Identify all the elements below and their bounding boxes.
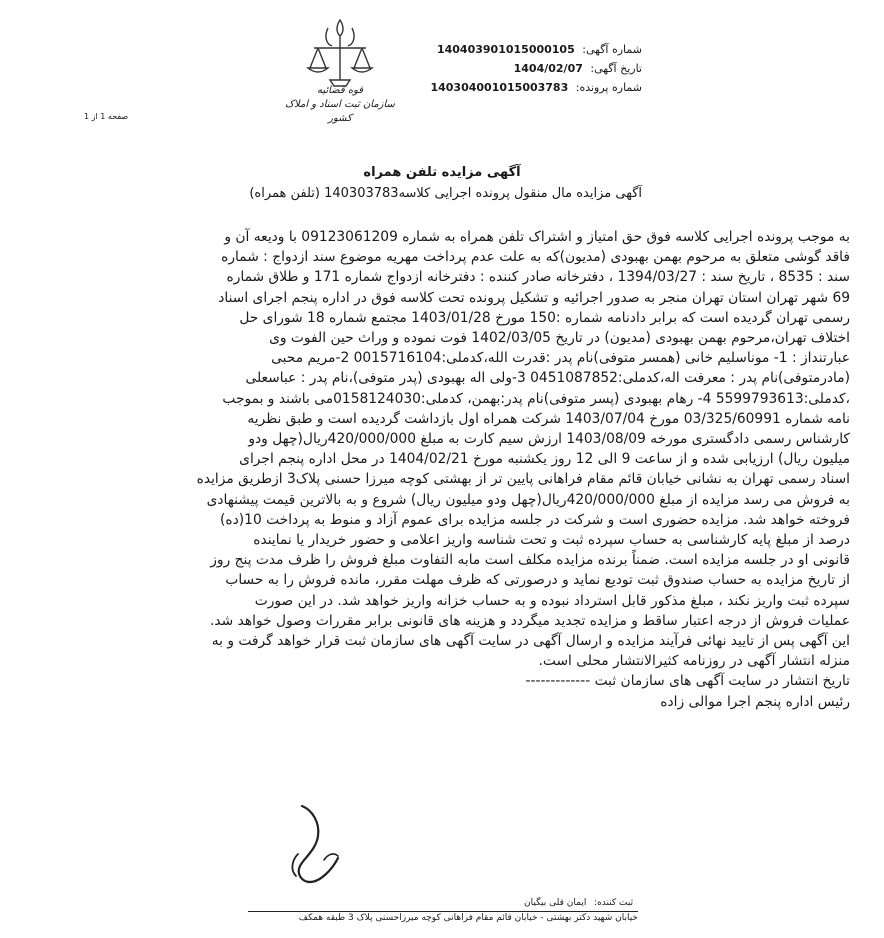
registrar-label: ثبت کننده:: [594, 898, 634, 908]
notice-body: [8, 227, 850, 712]
body-line: عبارتنداز : 1- موناسلیم خانی (همسر متوفی)نام پدر :قدرت الله،کدملی:0015716104 2-مریم محبی: [271, 350, 850, 367]
org-title: سازمان ثبت اسناد و املاک کشور: [285, 99, 395, 124]
notice-date-row: [430, 59, 642, 78]
notice-date-label: تاریخ آگهی:: [590, 62, 642, 75]
notice-date-value: 1404/02/07: [513, 62, 583, 75]
body-line: میلیون ریال) ارزیابی شده و از ساعت 9 الی 12 روز یکشنبه مورخ 1404/02/21 در محل اداره پنجم اجرای: [239, 451, 850, 468]
body-line: منزله انتشار آگهی در روزنامه کثیرالانتشار محلی است.: [538, 653, 850, 670]
body-line: فروخته خواهد شد. مزایده حضوری است و شرکت در جلسه مزایده برای عموم آزاد و منوط به پرداخت 10(ده): [220, 511, 850, 528]
body-line: قانونی او در جلسه مزایده است. ضمناً برنده مزایده مکلف است مابه التفاوت مبلغ فروش را ظرف مدت پنج روز: [210, 552, 850, 569]
body-line: نامه شماره 03/325/60991 مورخ 1403/07/04 شرکت همراه اول بازداشت گردیده است و طبق نظریه: [247, 410, 850, 427]
publish-date-line: تاریخ انتشار در سایت آگهی های سازمان ثبت -------------: [525, 673, 850, 690]
body-line: به فروش می رسد مزایده از مبلغ 420/000/000ریال(چهل ودو میلیون ریال) شروع و به بالاترین قیمت پیشنهادی: [206, 491, 850, 508]
notice-subtitle: آگهی مزایده مال منقول پرونده اجرایی کلاسه140303783 (تلفن همراه): [249, 186, 642, 201]
case-number-value: 140304001015003783: [430, 81, 569, 94]
body-line: فاقد گوشی متعلق به مرحوم بهمن بهبودی (مدیون)که به علت عدم پرداخت مهریه موضوع سند ازدواج : شماره: [221, 249, 850, 266]
notice-number-value: 140403901015000105: [436, 43, 575, 56]
body-line: عملیات فروش از درجه اعتبار ساقط و مزایده تجدید میگردد و هزینه های قانونی برابر مقررات وصول خواهد شد.: [210, 612, 850, 629]
body-line: این آگهی پس از تایید نهائی فرآیند مزایده و ارسال آگهی در سایت آگهی های سازمان ثبت قرار خواهد گرفت و به: [211, 633, 850, 650]
office-address: خیابان شهید دکتر بهشتی - خیابان قائم مقام فراهانی کوچه میرزاحسنی پلاک 3 طبقه همکف: [298, 913, 638, 923]
notice-title: آگهی مزایده تلفن همراه: [363, 165, 521, 180]
body-line: سپرده ثبت واریز نکند ، مبلغ مذکور قابل استرداد نبوده و به حساب خزانه واریز خواهد شد. در این صورت: [254, 592, 850, 609]
body-line: رسمی تهران گردیده است که برابر دادنامه شماره :150 مورخ 1403/01/28 مجتمع شماره 18 شورای حل: [239, 309, 850, 326]
body-line: درصد از مبلغ پایه کارشناسی به حساب سپرده ثبت و تحت شناسه واریز اعلامی و حضور خریدار یا نماینده: [253, 532, 850, 549]
body-line: اسناد رسمی تهران به نشانی خیابان قائم مقام فراهانی پایین تر از بهشتی کوچه میرزا حسنی پلاک3 ازطریق مزایده: [196, 471, 850, 488]
notice-number-row: [430, 40, 642, 59]
body-line: اختلاف تهران،مرحوم بهمن بهبودی (مدیون) در تاریخ 1402/03/05 فوت نموده و وراث حین الفوت وی: [269, 330, 850, 347]
body-line: (مادرمتوفی)نام پدر : معرفت اله،کدملی:0451087852 3-ولی اله بهبودی (پدر متوفی)،نام پدر : عباسعلی: [245, 370, 850, 387]
body-line: کارشناس رسمی دادگستری مورخه 1403/08/09 ارزش سیم کارت به مبلغ 420/000/000ریال(چهل ودو: [248, 431, 850, 448]
body-line: از تاریخ مزایده به حساب صندوق ثبت تودیع نماید و درصورتی که ظرف مهلت مقرر، مانده فروش را به حساب: [225, 572, 850, 589]
handwritten-signature-icon: [258, 800, 358, 890]
body-line: ،کدملی:5599793613 4- رهام بهبودی (پسر متوفی)نام پدر:بهمن، کدملی:0158124030می باشند و بموجب: [222, 390, 850, 407]
notice-number-label: شماره آگهی:: [582, 43, 642, 56]
case-number-label: شماره پرونده:: [575, 81, 642, 94]
registrar-name: ایمان قلی بیگیان: [524, 898, 587, 908]
signatory-line: رئیس اداره پنجم اجرا موالی زاده: [660, 693, 850, 710]
org-parent: قوه قضائیه: [316, 85, 364, 96]
body-line: 69 شهر تهران استان تهران منجر به صدور اجرائیه و تشکیل پرونده تحت کلاسه فوق در اداره پنجم اجرای اسناد: [218, 289, 850, 306]
body-line: به موجب پرونده اجرایی کلاسه فوق حق امتیاز و اشتراک تلفن همراه به شماره 09123061209 با ودیعه آن و: [224, 229, 850, 245]
case-number-row: [430, 78, 642, 97]
notice-meta: [430, 40, 642, 97]
organization-name: [280, 84, 400, 126]
page-number: صفحه 1 از 1: [84, 112, 129, 121]
body-line: سند : 8535 ، تاریخ سند : 1394/03/27 ، دفترخانه صادر کننده : دفترخانه ازدواج شماره 171 و طلاق شماره: [226, 269, 850, 286]
footer-divider: [248, 911, 638, 912]
